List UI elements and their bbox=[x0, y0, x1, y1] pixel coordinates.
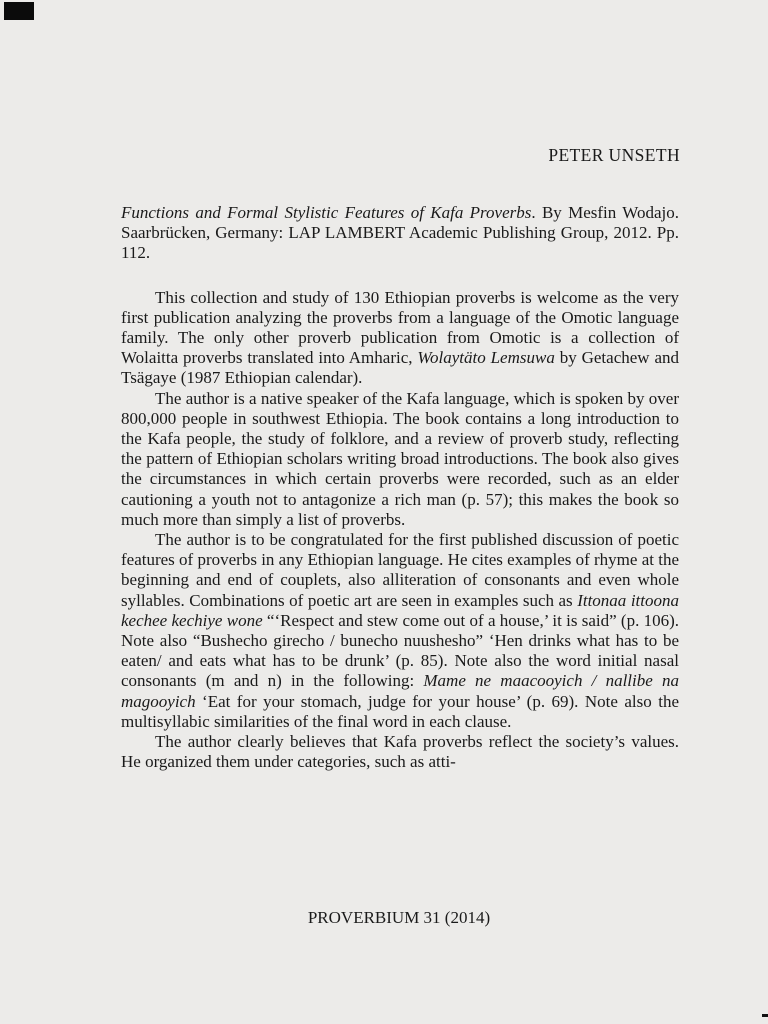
paragraph-3-text-c: “‘Respect and stew come out of a house,’ it is said” (p. 106). Note also “Bushecho girecho / bunecho nuushesho” ‘Hen drinks what has to be eaten/ and eats what has to be drunk’ (p. 85). Note also the word initial nasal consonants (m and n) in the following: bbox=[121, 610, 680, 691]
paragraph-4: The author clearly believes that Kafa proverbs reflect the society’s values. He organized them under categories, such as atti- bbox=[121, 732, 679, 772]
paragraph-3-text-a: The author is to be congratulated for the first published discussion of poetic features of proverbs in any Ethiopian language. He cites examples of rhyme at the beginning and end of couplets, also alliteration of consonants and even whole syllables. Combinations of poetic art are seen in examples such as bbox=[121, 530, 679, 610]
paragraph-3-text-e: ‘Eat for your stomach, judge for your house’ (p. 69). Note also the multisyllabic similarities of the final word in each clause. bbox=[121, 691, 679, 731]
paragraph-1-text-a: This collection and study of 130 Ethiopian proverbs is welcome as the very first publication analyzing the proverbs from a language of the Omotic language family. The only other proverb publication from Omotic is a collection of Wolaitta proverbs translated into Amharic, bbox=[121, 287, 679, 368]
paragraph-3-italic-proverb-1: Ittonaa ittoona kechee kechiye wone bbox=[121, 590, 680, 630]
paragraph-3-italic-proverb-2: Mame ne maacooyich / nallibe na magooyich bbox=[121, 671, 679, 711]
paragraph-3 bbox=[121, 530, 679, 732]
review-body bbox=[121, 203, 679, 772]
paragraph-2: The author is a native speaker of the Kafa language, which is spoken by over 800,000 people in southwest Ethiopia. The book contains a long introduction to the Kafa people, the study of folklore, and a review of proverb study, reflecting the pattern of Ethiopian scholars writing broad introductions. The book also gives the circumstances in which certain proverbs were recorded, such as an elder cautioning a youth not to antagonize a rich man (p. 57); this makes the book so much more than simply a list of proverbs. bbox=[121, 388, 679, 529]
book-citation bbox=[121, 203, 679, 264]
paragraph-1 bbox=[121, 288, 679, 389]
journal-footer bbox=[0, 907, 768, 929]
citation-details: . By Mesfin Wodajo. Saarbrücken, Germany: LAP LAMBERT Academic Publishing Group, 2012. Pp. 112. bbox=[121, 203, 679, 263]
footer-text: PROVERBIUM 31 (2014) bbox=[307, 908, 491, 927]
scan-edge-mark bbox=[4, 2, 34, 20]
book-title: Functions and Formal Stylistic Features of Kafa Proverbs bbox=[121, 203, 532, 222]
scan-corner-mark bbox=[762, 1014, 768, 1017]
running-head-author: PETER UNSETH bbox=[548, 145, 680, 165]
paragraph-1-italic-title: Wolaytäto Lemsuwa bbox=[417, 348, 555, 368]
paragraph-1-text-c: by Getachew and Tsägaye (1987 Ethiopian calendar). bbox=[121, 348, 680, 388]
